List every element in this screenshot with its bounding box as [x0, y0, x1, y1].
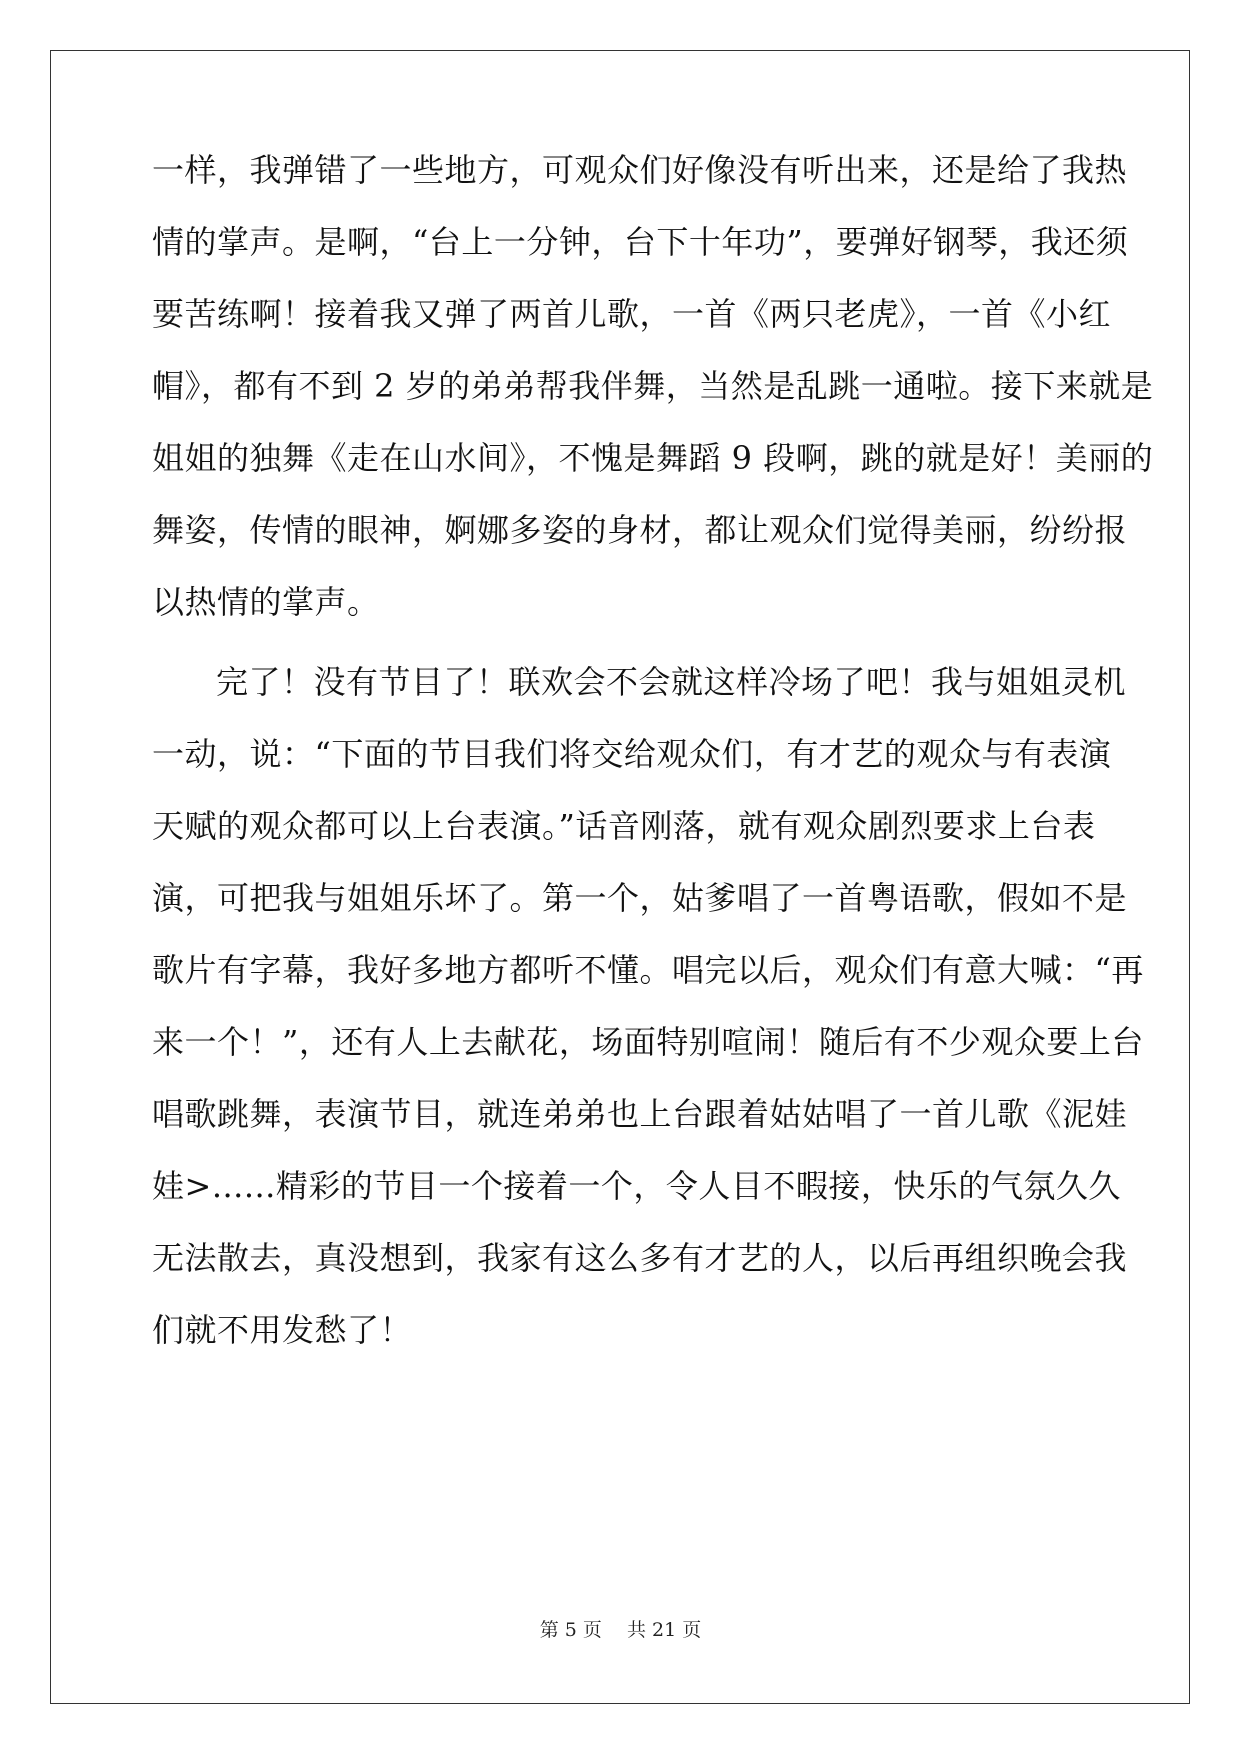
text-line: 天赋的观众都可以上台表演。”话音刚落，就有观众剧烈要求上台表 — [152, 807, 1096, 845]
text-line: 们就不用发愁了！ — [152, 1311, 413, 1349]
text-line: 帽》，都有不到 2 岁的弟弟帮我伴舞，当然是乱跳一通啦。接下来就是 — [152, 367, 1154, 405]
text-line: 一动，说：“下面的节目我们将交给观众们，有才艺的观众与有表演 — [152, 735, 1112, 773]
text-line: 演，可把我与姐姐乐坏了。第一个，姑爹唱了一首粤语歌，假如不是 — [152, 879, 1128, 917]
text-line: 娃>......精彩的节目一个接着一个，令人目不暇接，快乐的气氛久久 — [152, 1167, 1121, 1205]
text-line: 舞姿，传情的眼神，婀娜多姿的身材，都让观众们觉得美丽，纷纷报 — [152, 511, 1128, 549]
text-line: 一样，我弹错了一些地方，可观众们好像没有听出来，还是给了我热 — [152, 151, 1128, 189]
text-line: 无法散去，真没想到，我家有这么多有才艺的人，以后再组织晚会我 — [152, 1239, 1128, 1277]
text-line: 歌片有字幕，我好多地方都听不懂。唱完以后，观众们有意大喊：“再 — [152, 951, 1144, 989]
text-line: 姐姐的独舞《走在山水间》，不愧是舞蹈 9 段啊，跳的就是好！美丽的 — [152, 439, 1154, 477]
page-number-footer: 第 5 页 共 21 页 — [539, 1619, 702, 1641]
text-line: 唱歌跳舞，表演节目，就连弟弟也上台跟着姑姑唱了一首儿歌《泥娃 — [152, 1095, 1128, 1133]
text-line: 情的掌声。是啊，“台上一分钟，台下十年功”，要弹好钢琴，我还须 — [152, 223, 1129, 261]
text-line: 来一个！”，还有人上去献花，场面特别喧闹！随后有不少观众要上台 — [152, 1023, 1144, 1061]
text-line: 以热情的掌声。 — [152, 583, 380, 621]
paragraph-first-line: 完了！没有节目了！联欢会不会就这样冷场了吧！我与姐姐灵机 — [216, 663, 1127, 701]
text-line: 要苦练啊！接着我又弹了两首儿歌，一首《两只老虎》，一首《小红 — [152, 295, 1112, 333]
